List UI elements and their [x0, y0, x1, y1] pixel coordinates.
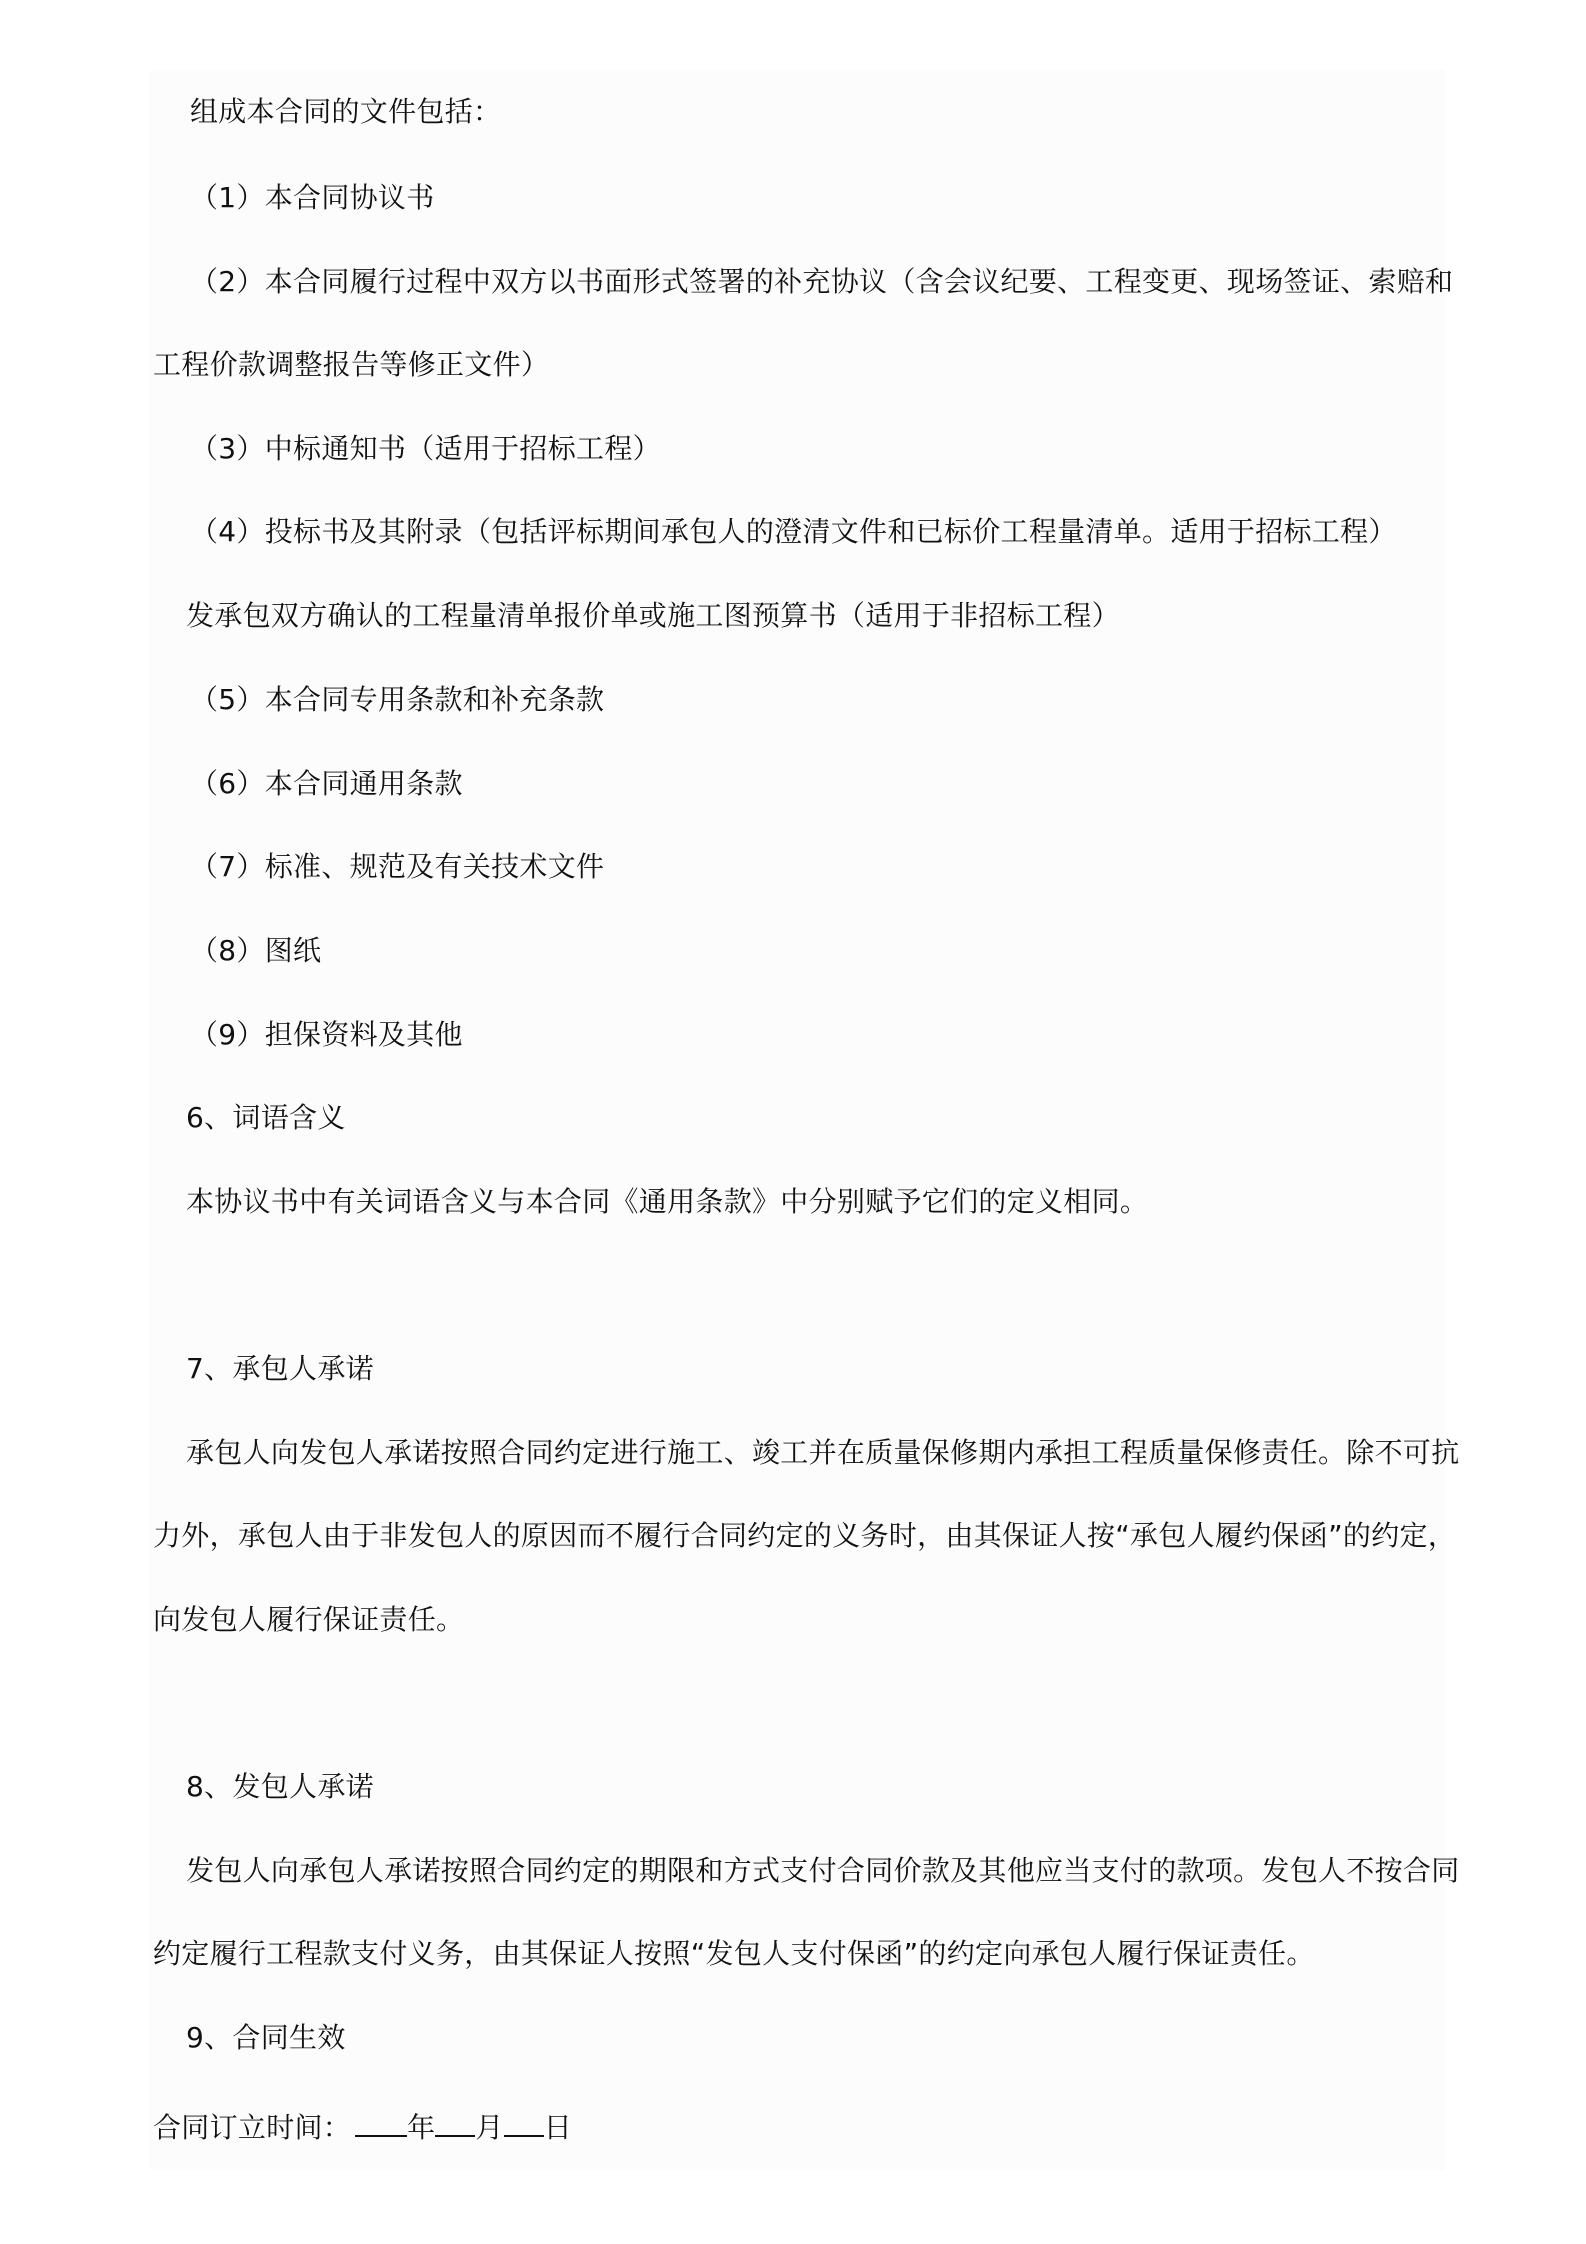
list-item-3: （3）中标通知书（适用于招标工程） [190, 432, 661, 465]
section-7-line-2: 力外，承包人由于非发包人的原因而不履行合同约定的义务时，由其保证人按“承包人履约保函”的约定， [153, 1519, 1457, 1552]
section-6-text: 本协议书中有关词语含义与本合同《通用条款》中分别赋予它们的定义相同。 [186, 1185, 1149, 1218]
year-label: 年 [407, 2111, 436, 2144]
section-8-heading: 8、发包人承诺 [186, 1770, 374, 1803]
list-item-8: （8）图纸 [190, 934, 322, 967]
section-7-line-1: 承包人向发包人承诺按照合同约定进行施工、竣工并在质量保修期内承担工程质量保修责任。除不可抗 [186, 1436, 1460, 1469]
list-item-1: （1）本合同协议书 [190, 181, 435, 214]
section-6-heading: 6、词语含义 [186, 1101, 346, 1134]
list-item-6: （6）本合同通用条款 [190, 767, 463, 800]
contract-date-line [153, 2107, 572, 2146]
list-item-2: （2）本合同履行过程中双方以书面形式签署的补充协议（含会议纪要、工程变更、现场签证、索赔和 [190, 265, 1454, 298]
section-9-heading: 9、合同生效 [186, 2021, 346, 2054]
contract-date-label: 合同订立时间： [153, 2111, 352, 2144]
list-item-2-continued: 工程价款调整报告等修正文件） [153, 348, 550, 381]
year-blank[interactable] [355, 2107, 407, 2137]
day-label: 日 [543, 2111, 573, 2144]
list-item-4: （4）投标书及其附录（包括评标期间承包人的澄清文件和已标价工程量清单。适用于招标工程） [190, 515, 1397, 548]
list-item-5: （5）本合同专用条款和补充条款 [190, 683, 605, 716]
list-item-9: （9）担保资料及其他 [190, 1018, 463, 1051]
day-blank[interactable] [504, 2107, 544, 2137]
section-8-line-1: 发包人向承包人承诺按照合同约定的期限和方式支付合同价款及其他应当支付的款项。发包人不按合同 [186, 1854, 1460, 1887]
section-8-line-2: 约定履行工程款支付义务，由其保证人按照“发包人支付保函”的约定向承包人履行保证责任。 [153, 1937, 1315, 1970]
section-7-line-3: 向发包人履行保证责任。 [153, 1603, 465, 1636]
month-label: 月 [475, 2111, 504, 2144]
section-7-heading: 7、承包人承诺 [186, 1352, 374, 1385]
month-blank[interactable] [435, 2107, 475, 2137]
intro-text: 组成本合同的文件包括： [190, 95, 502, 128]
list-item-7: （7）标准、规范及有关技术文件 [190, 850, 605, 883]
list-item-4-alternative: 发承包双方确认的工程量清单报价单或施工图预算书（适用于非招标工程） [186, 599, 1120, 632]
